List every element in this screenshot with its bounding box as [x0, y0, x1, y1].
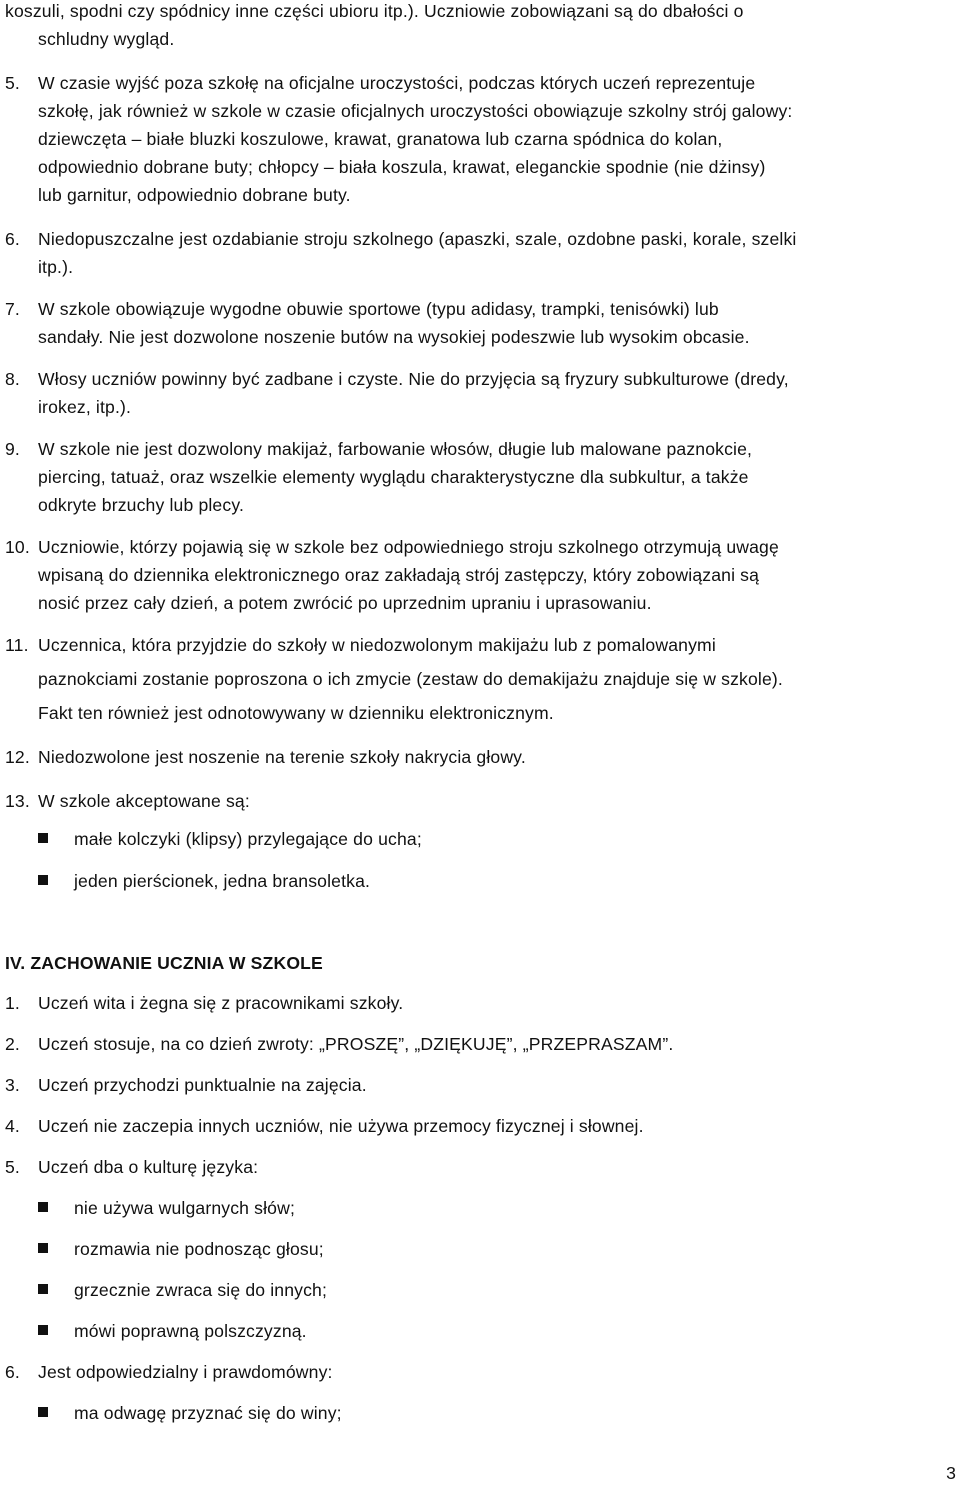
text-line: dziewczęta – białe bluzki koszulowe, krawat, granatowa lub czarna spódnica do kolan, [38, 129, 723, 149]
text-line: sandały. Nie jest dozwolone noszenie butów na wysokiej podeszwie lub wysokim obcasie. [38, 327, 750, 347]
text-line: irokez, itp.). [38, 397, 132, 417]
text-line: odpowiednio dobrane buty; chłopcy – biała koszula, krawat, eleganckie spodnie (nie dżinsy) [38, 157, 766, 177]
text-line: itp.). [38, 257, 74, 277]
text-line: W szkole nie jest dozwolony makijaż, farbowanie włosów, długie lub malowane paznokcie, [38, 439, 753, 459]
text-line: W szkole akceptowane są: [38, 791, 250, 811]
text-line: Niedopuszczalne jest ozdabianie stroju szkolnego (apaszki, szale, ozdobne paski, korale, szelki [38, 229, 797, 249]
bullet-text: ma odwagę przyznać się do winy; [74, 1403, 342, 1423]
bullet-text: małe kolczyki (klipsy) przylegające do ucha; [74, 829, 422, 849]
text-line: szkołę, jak również w szkole w czasie oficjalnych uroczystości obowiązuje szkolny strój galowy: [38, 101, 793, 121]
list-number: 6. [5, 229, 20, 249]
text-line: piercing, tatuaż, oraz wszelkie elementy wyglądu charakterystyczne dla subkultur, a także [38, 467, 749, 487]
text-line: Uczeń dba o kulturę języka: [38, 1157, 259, 1177]
bullet-square-icon [38, 875, 48, 885]
bullet-text: grzecznie zwraca się do innych; [74, 1280, 328, 1300]
list-number: 2. [5, 1034, 20, 1054]
list-number: 7. [5, 299, 20, 319]
bullet-text: jeden pierścionek, jedna bransoletka. [74, 871, 371, 891]
list-number: 5. [5, 1157, 20, 1177]
text-line: W czasie wyjść poza szkołę na oficjalne uroczystości, podczas których uczeń reprezentuje [38, 73, 756, 93]
text-line: Uczeń nie zaczepia innych uczniów, nie używa przemocy fizycznej i słownej. [38, 1116, 644, 1136]
text-line: Niedozwolone jest noszenie na terenie szkoły nakrycia głowy. [38, 747, 526, 767]
bullet-text: rozmawia nie podnosząc głosu; [74, 1239, 324, 1259]
text-line: wpisaną do dziennika elektronicznego oraz zakładają strój zastępczy, który zobowiązani są [38, 565, 760, 585]
bullet-square-icon [38, 1243, 48, 1253]
list-number: 11. [5, 635, 29, 655]
text-line: Uczniowie, którzy pojawią się w szkole bez odpowiedniego stroju szkolnego otrzymują uwagę [38, 537, 779, 557]
list-number: 10. [5, 537, 30, 557]
text-line: schludny wygląd. [38, 29, 175, 49]
text-line: lub garnitur, odpowiednio dobrane buty. [38, 185, 351, 205]
list-number: 8. [5, 369, 20, 389]
text-line: Włosy uczniów powinny być zadbane i czyste. Nie do przyjęcia są fryzury subkulturowe (dredy, [38, 369, 789, 389]
bullet-square-icon [38, 833, 48, 843]
list-number: 1. [5, 993, 20, 1013]
bullet-square-icon [38, 1284, 48, 1294]
text-line: Fakt ten również jest odnotowywany w dzienniku elektronicznym. [38, 703, 554, 723]
section-heading: IV. ZACHOWANIE UCZNIA W SZKOLE [5, 953, 323, 973]
bullet-text: nie używa wulgarnych słów; [74, 1198, 295, 1218]
page-number: 3 [946, 1463, 956, 1483]
list-number: 6. [5, 1362, 20, 1382]
list-number: 3. [5, 1075, 20, 1095]
text-line: Uczeń stosuje, na co dzień zwroty: „PROSZĘ”, „DZIĘKUJĘ”, „PRZEPRASZAM”. [38, 1034, 674, 1054]
text-line: Uczeń wita i żegna się z pracownikami szkoły. [38, 993, 404, 1013]
list-number: 13. [5, 791, 30, 811]
text-line: paznokciami zostanie poproszona o ich zmycie (zestaw do demakijażu znajduje się w szkole). [38, 669, 783, 689]
list-number: 4. [5, 1116, 20, 1136]
bullet-text: mówi poprawną polszczyzną. [74, 1321, 307, 1341]
text-line: nosić przez cały dzień, a potem zwrócić po uprzednim upraniu i uprasowaniu. [38, 593, 652, 613]
bullet-square-icon [38, 1202, 48, 1212]
bullet-square-icon [38, 1407, 48, 1417]
text-line: odkryte brzuchy lub plecy. [38, 495, 244, 515]
text-line: Uczennica, która przyjdzie do szkoły w niedozwolonym makijażu lub z pomalowanymi [38, 635, 716, 655]
bullet-square-icon [38, 1325, 48, 1335]
text-line: Jest odpowiedzialny i prawdomówny: [38, 1362, 333, 1382]
list-number: 9. [5, 439, 20, 459]
text-line: W szkole obowiązuje wygodne obuwie sportowe (typu adidasy, trampki, tenisówki) lub [38, 299, 719, 319]
list-number: 12. [5, 747, 30, 767]
text-line: koszuli, spodni czy spódnicy inne części ubioru itp.). Uczniowie zobowiązani są do dbałości o [5, 1, 744, 21]
list-number: 5. [5, 73, 20, 93]
text-line: Uczeń przychodzi punktualnie na zajęcia. [38, 1075, 367, 1095]
